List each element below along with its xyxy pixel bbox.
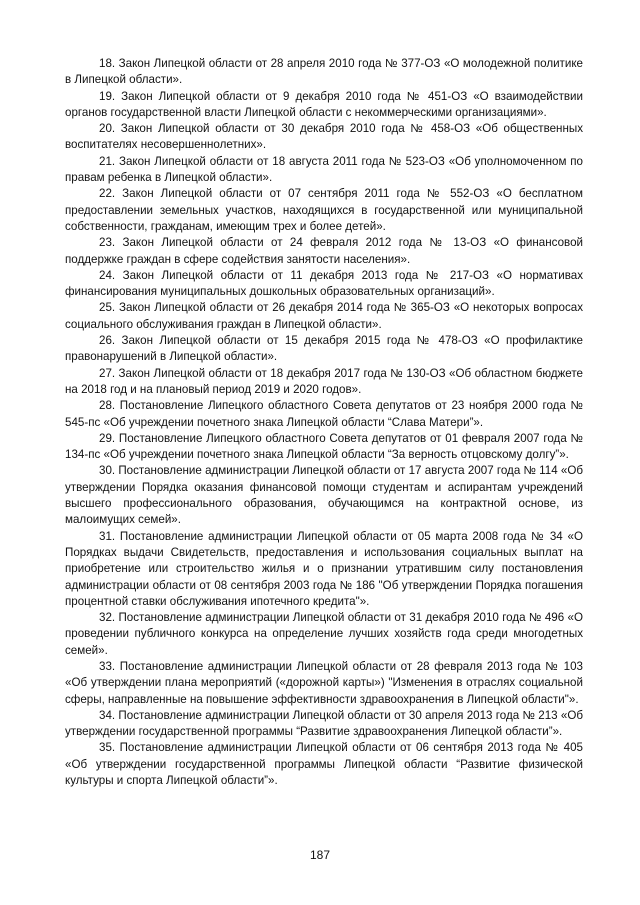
list-item: 25. Закон Липецкой области от 26 декабря 2014 года № 365-ОЗ «О некоторых вопросах социального обслуживания граждан в Липецкой области». (65, 301, 583, 331)
list-item: 18. Закон Липецкой области от 28 апреля 2010 года № 377-ОЗ «О молодежной политике в Липецкой области». (65, 57, 583, 87)
list-item: 32. Постановление администрации Липецкой области от 31 декабря 2010 года № 496 «О проведении публичного конкурса на определение лучших хозяйств года среди многодетных семей». (65, 611, 583, 657)
list-item: 27. Закон Липецкой области от 18 декабря 2017 года № 130-ОЗ «Об областном бюджете на 2018 год и на плановый период 2019 и 2020 годов». (65, 366, 583, 396)
list-item: 34. Постановление администрации Липецкой области от 30 апреля 2013 года № 213 «Об утверждении государственной программы “Развитие здравоохранения Липецкой области”». (65, 708, 583, 739)
list-item: 26. Закон Липецкой области от 15 декабря 2015 года № 478-ОЗ «О профилактике правонарушений в Липецкой области». (65, 334, 583, 364)
list-item: 22. Закон Липецкой области от 07 сентября 2011 года № 552-ОЗ «О бесплатном предоставлении земельных участков, находящихся в государственной или муниципальной собственности, гражданам, имеющим трех и более детей». (65, 187, 583, 233)
list-item: 24. Закон Липецкой области от 11 декабря 2013 года № 217-ОЗ «О нормативах финансирования муниципальных дошкольных образовательных организаций». (65, 268, 583, 299)
list-item: 20. Закон Липецкой области от 30 декабря 2010 года № 458-ОЗ «Об общественных воспитателях несовершеннолетних». (65, 122, 583, 152)
list-item: 31. Постановление администрации Липецкой области от 05 марта 2008 года № 34 «О Порядках выдачи Свидетельств, предоставления и использования социальных выплат на приобретение или строительство жилья и о признании утратившим силу постановления администрации области от 08 сентября 2003 года № 186 "Об утверждении Порядка погашения процентной ставки обслуживания ипотечного кредита"». (65, 529, 583, 608)
page-number: 187 (309, 848, 331, 862)
list-item: 21. Закон Липецкой области от 18 августа 2011 года № 523-ОЗ «Об уполномоченном по правам ребенка в Липецкой области». (65, 154, 583, 185)
list-item: 33. Постановление администрации Липецкой области от 28 февраля 2013 года № 103 «Об утверждении плана мероприятий («дорожной карты») "Изменения в отраслях социальной сферы, направленные на повышение эффективности здравоохранения в Липецкой области"». (65, 659, 583, 706)
list-item: 30. Постановление администрации Липецкой области от 17 августа 2007 года № 114 «Об утверждении Порядка оказания финансовой помощи студентам и аспирантам учреждений высшего профессионального образования, обучающимся на контрактной основе, из малоимущих семей». (65, 464, 583, 527)
list-item: 35. Постановление администрации Липецкой области от 06 сентября 2013 года № 405 «Об утверждении государственной программы Липецкой области “Развитие физической культуры и спорта Липецкой области”». (65, 741, 583, 788)
list-item: 23. Закон Липецкой области от 24 февраля 2012 года № 13-ОЗ «О финансовой поддержке граждан в сфере содействия занятости населения». (65, 236, 583, 266)
list-item: 29. Постановление Липецкого областного Совета депутатов от 01 февраля 2007 года № 134-пс «Об учреждении почетного знака Липецкой области “За верность отцовскому долгу”». (65, 431, 583, 462)
list-item: 19. Закон Липецкой области от 9 декабря 2010 года № 451-ОЗ «О взаимодействии органов государственной власти Липецкой области с некоммерческими организациями». (65, 89, 583, 119)
document-body (65, 56, 583, 789)
list-item: 28. Постановление Липецкого областного Совета депутатов от 23 ноября 2000 года № 545-пс «Об учреждении почетного знака Липецкой области “Слава Матери”». (65, 399, 583, 429)
